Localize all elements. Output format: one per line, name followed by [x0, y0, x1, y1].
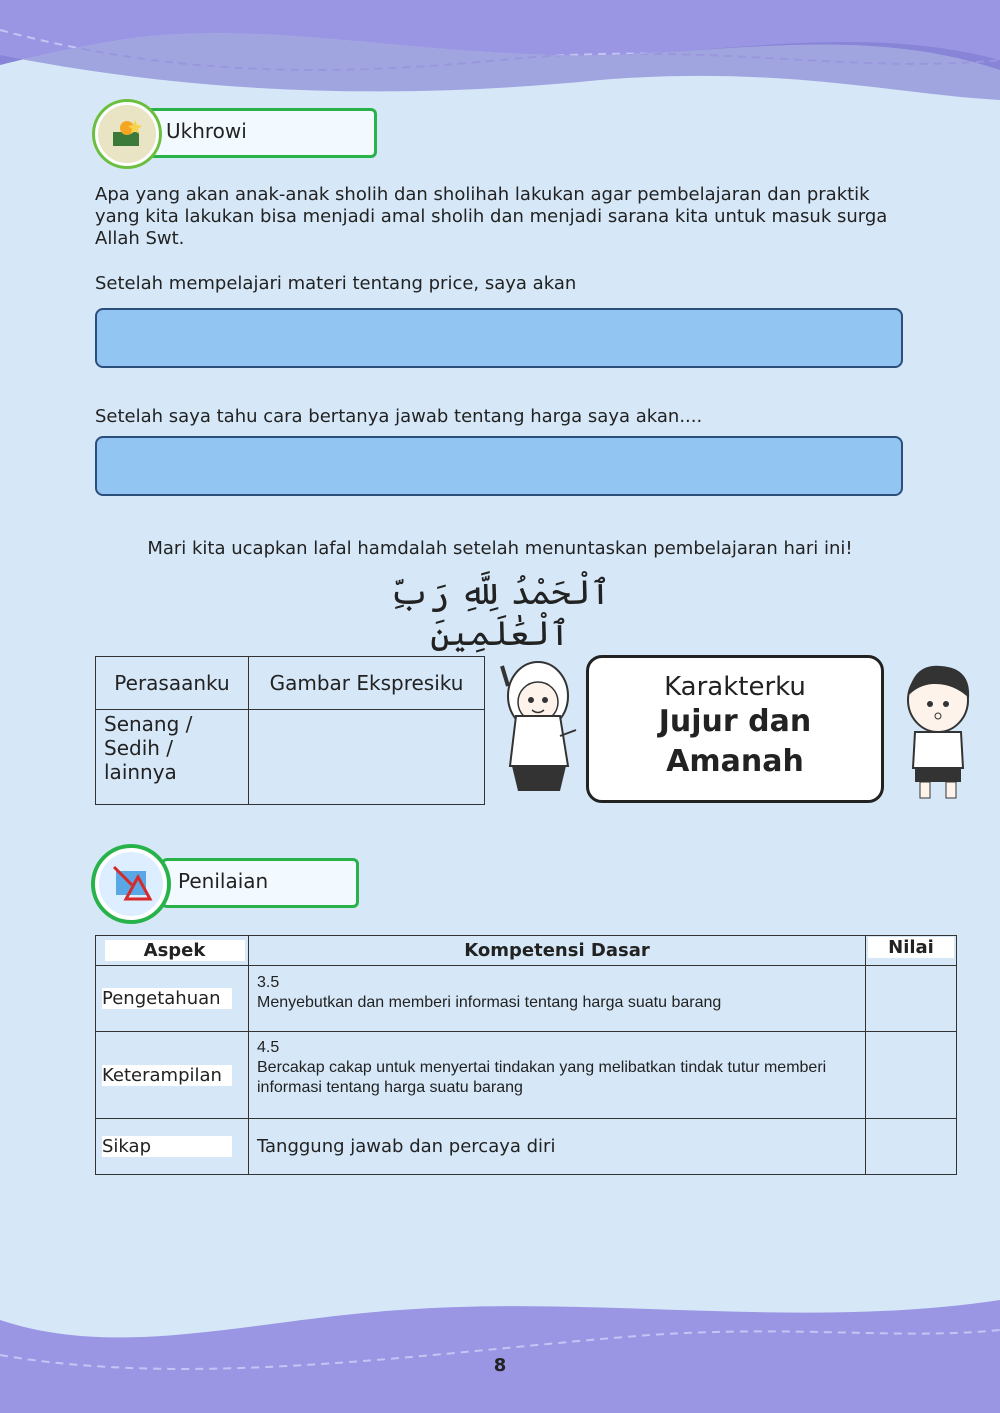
character-box [586, 655, 884, 803]
kd-cell [249, 1032, 866, 1119]
kd-code: 3.5 [257, 973, 280, 991]
kd-text: Menyebutkan dan memberi informasi tentang harga suatu barang [257, 993, 722, 1011]
ukhrowi-tab [143, 108, 377, 158]
table-row [96, 1032, 957, 1119]
hand-heart-icon [95, 102, 159, 166]
ukhrowi-header [95, 106, 380, 158]
page-number: 8 [493, 1355, 507, 1376]
assess-header-nilai: Nilai [866, 936, 957, 966]
assess-header-kd: Kompetensi Dasar [249, 936, 866, 966]
top-wave-decoration [0, 0, 1000, 110]
prompt-1: Setelah mempelajari materi tentang price, saya akan [95, 273, 577, 294]
girl-illustration [498, 656, 583, 801]
kd-text: Tanggung jawab dan percaya diri [257, 1135, 556, 1157]
kd-text: Bercakap cakap untuk menyertai tindakan yang melibatkan tindak tutur memberi informasi tentang harga suatu barang [257, 1059, 827, 1096]
hamdalah-arabic: ٱلْحَمْدُ لِلَّهِ رَبِّ ٱلْعَٰلَمِينَ [389, 573, 611, 654]
ukhrowi-intro: Apa yang akan anak-anak sholih dan sholihah lakukan agar pembelajaran dan praktik yang kita lakukan bisa menjadi amal sholih dan menjadi sarana kita untuk masuk surga Allah Swt. [95, 184, 888, 249]
character-line2: Amanah [666, 744, 804, 779]
assess-header-aspect: Aspek [96, 936, 249, 966]
penilaian-header [95, 856, 365, 908]
nilai-cell[interactable] [866, 1119, 957, 1175]
nilai-cell[interactable] [866, 966, 957, 1032]
expression-drawing-area[interactable] [249, 710, 485, 805]
ukhrowi-title: Ukhrowi [166, 119, 247, 143]
answer-box-2[interactable] [95, 436, 903, 496]
kd-cell [249, 1119, 866, 1175]
feelings-row-label: Senang / Sedih / lainnya [96, 710, 249, 805]
penilaian-title: Penilaian [178, 869, 269, 893]
prompt-2: Setelah saya tahu cara bertanya jawab tentang harga saya akan.... [95, 406, 703, 427]
assessment-table [95, 935, 957, 1175]
kd-code: 4.5 [257, 1039, 280, 1056]
boy-illustration [893, 658, 978, 803]
aspect-cell: Pengetahuan [96, 966, 249, 1032]
feelings-col1: Perasaanku [96, 657, 249, 710]
aspect-cell: Keterampilan [96, 1032, 249, 1119]
bottom-wave-decoration [0, 1280, 1000, 1413]
answer-box-1[interactable] [95, 308, 903, 368]
feelings-table [95, 656, 485, 805]
aspect-cell: Sikap [96, 1119, 249, 1175]
table-row [96, 966, 957, 1032]
kd-cell [249, 966, 866, 1032]
nilai-cell[interactable] [866, 1032, 957, 1119]
feelings-col2: Gambar Ekspresiku [249, 657, 485, 710]
character-line1: Jujur dan [658, 704, 812, 739]
character-label: Karakterku [664, 672, 806, 702]
hamdalah-intro: Mari kita ucapkan lafal hamdalah setelah menuntaskan pembelajaran hari ini! [147, 538, 853, 559]
ruler-compass-icon [95, 848, 167, 920]
table-row [96, 1119, 957, 1175]
penilaian-tab [161, 858, 359, 908]
